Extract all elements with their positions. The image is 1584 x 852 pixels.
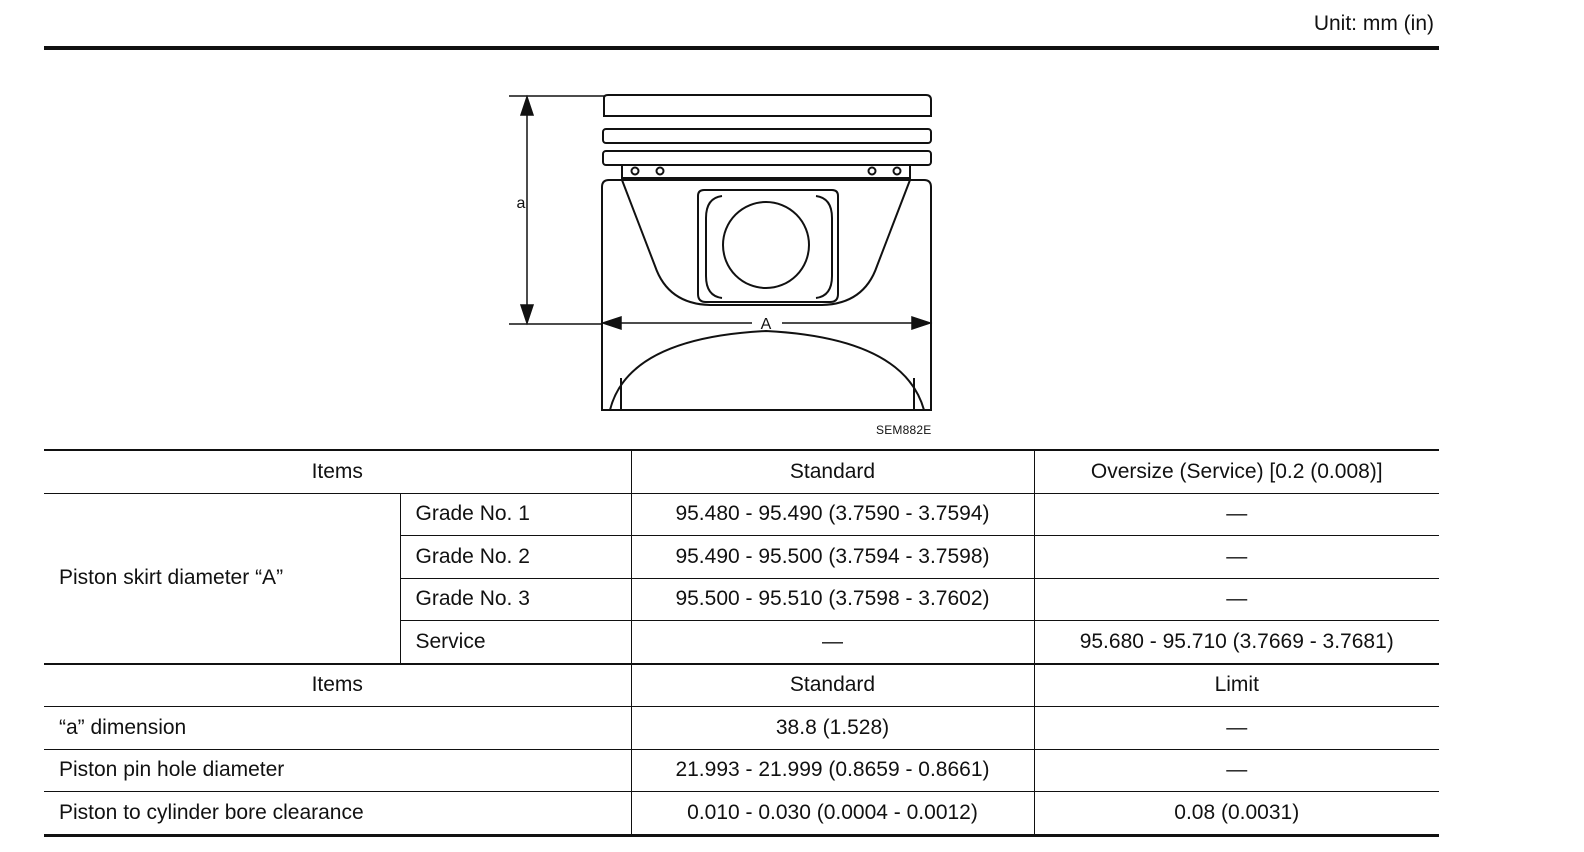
item-cell: Piston pin hole diameter	[44, 749, 631, 792]
oil-hole	[869, 168, 876, 175]
table-row	[44, 749, 1439, 792]
figure-code: SEM882E	[876, 423, 932, 437]
standard-cell: 0.010 - 0.030 (0.0004 - 0.0012)	[631, 792, 1034, 836]
grade-cell: Grade No. 3	[400, 578, 631, 621]
piston-diagram	[500, 88, 950, 418]
pin-clip-left	[706, 196, 722, 298]
standard-cell: 95.490 - 95.500 (3.7594 - 3.7598)	[631, 536, 1034, 579]
oil-hole	[894, 168, 901, 175]
limit-cell: —	[1034, 749, 1439, 792]
dimension-A-label: A	[760, 316, 772, 333]
grade-cell: Grade No. 2	[400, 536, 631, 579]
limit-cell: 0.08 (0.0031)	[1034, 792, 1439, 836]
standard-cell: —	[631, 621, 1034, 664]
table-header-row	[44, 450, 1439, 493]
header-standard: Standard	[631, 664, 1034, 707]
unit-label: Unit: mm (in)	[1313, 12, 1434, 35]
piston-body	[602, 180, 931, 410]
ring-land-2	[603, 151, 931, 165]
oversize-cell: —	[1034, 536, 1439, 579]
grade-cell: Grade No. 1	[400, 493, 631, 536]
oversize-cell: —	[1034, 493, 1439, 536]
pin-boss	[622, 180, 910, 305]
header-items: Items	[44, 450, 631, 493]
header-oversize: Oversize (Service) [0.2 (0.008)]	[1034, 450, 1439, 493]
piston-crown	[604, 95, 931, 116]
piston-figure	[500, 88, 950, 443]
piston-pin-circle	[723, 202, 809, 288]
header-items: Items	[44, 664, 631, 707]
standard-cell: 95.480 - 95.490 (3.7590 - 3.7594)	[631, 493, 1034, 536]
oversize-cell: 95.680 - 95.710 (3.7669 - 3.7681)	[1034, 621, 1439, 664]
dimension-a-label: a	[516, 195, 526, 212]
header-limit: Limit	[1034, 664, 1439, 707]
item-cell: Piston to cylinder bore clearance	[44, 792, 631, 836]
grade-cell: Service	[400, 621, 631, 664]
oil-groove	[622, 165, 910, 178]
limit-cell: —	[1034, 707, 1439, 750]
standard-cell: 21.993 - 21.999 (0.8659 - 0.8661)	[631, 749, 1034, 792]
top-rule	[44, 46, 1439, 50]
item-cell: “a” dimension	[44, 707, 631, 750]
table-header-row	[44, 664, 1439, 707]
oil-hole	[657, 168, 664, 175]
pin-clip-right	[816, 196, 832, 298]
table-row	[44, 493, 1439, 536]
ring-land-1	[603, 129, 931, 143]
skirt-arc	[610, 331, 924, 410]
piston-specs-table	[44, 449, 1439, 837]
table-row	[44, 792, 1439, 836]
table-row	[44, 707, 1439, 750]
item-piston-skirt-diameter: Piston skirt diameter “A”	[44, 493, 400, 664]
header-standard: Standard	[631, 450, 1034, 493]
oil-hole	[632, 168, 639, 175]
standard-cell: 95.500 - 95.510 (3.7598 - 3.7602)	[631, 578, 1034, 621]
oversize-cell: —	[1034, 578, 1439, 621]
pin-bore-frame	[698, 190, 838, 302]
standard-cell: 38.8 (1.528)	[631, 707, 1034, 750]
